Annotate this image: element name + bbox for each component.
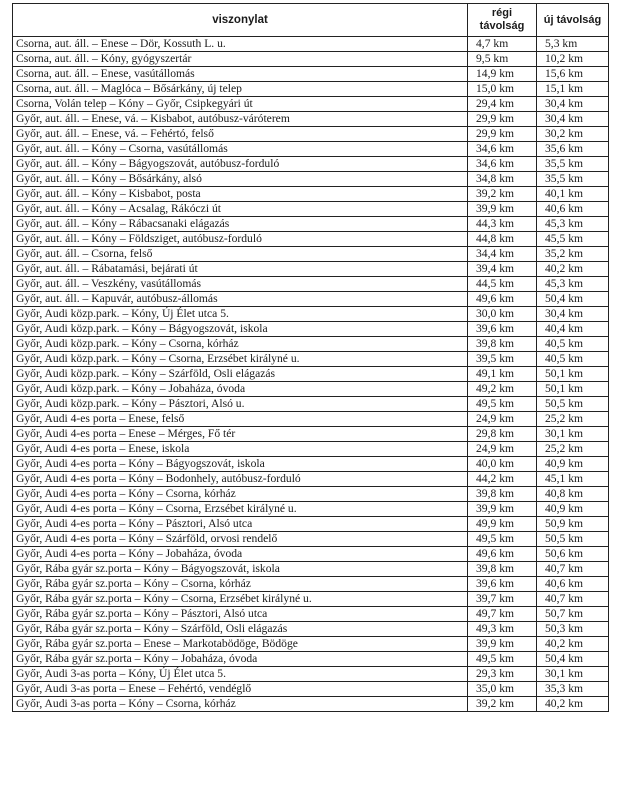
new-distance-cell: 45,3 km [537, 217, 609, 232]
table-row [13, 397, 609, 412]
new-distance-cell: 40,9 km [537, 502, 609, 517]
old-distance-cell: 39,7 km [468, 592, 537, 607]
route-cell: Győr, Audi 4-es porta – Kóny – Szárföld, orvosi rendelő [13, 532, 468, 547]
table-row [13, 472, 609, 487]
table-row [13, 217, 609, 232]
table-row [13, 307, 609, 322]
new-distance-cell: 50,7 km [537, 607, 609, 622]
new-distance-cell: 10,2 km [537, 52, 609, 67]
route-cell: Győr, Audi közp.park. – Kóny – Csorna, kórház [13, 337, 468, 352]
table-row [13, 427, 609, 442]
new-distance-cell: 50,5 km [537, 397, 609, 412]
old-distance-cell: 24,9 km [468, 442, 537, 457]
old-distance-cell: 39,6 km [468, 577, 537, 592]
old-distance-cell: 49,2 km [468, 382, 537, 397]
new-distance-cell: 35,2 km [537, 247, 609, 262]
table-row [13, 322, 609, 337]
old-distance-cell: 39,4 km [468, 262, 537, 277]
route-cell: Győr, aut. áll. – Enese, vá. – Kisbabot, autóbusz-váróterem [13, 112, 468, 127]
route-cell: Győr, Audi 4-es porta – Enese, iskola [13, 442, 468, 457]
new-distance-cell: 50,4 km [537, 652, 609, 667]
new-distance-cell: 50,1 km [537, 382, 609, 397]
new-distance-cell: 30,4 km [537, 112, 609, 127]
new-distance-cell: 35,6 km [537, 142, 609, 157]
old-distance-cell: 30,0 km [468, 307, 537, 322]
table-row [13, 697, 609, 712]
old-distance-cell: 39,8 km [468, 337, 537, 352]
route-cell: Győr, Audi 4-es porta – Kóny – Bágyogszovát, iskola [13, 457, 468, 472]
new-distance-cell: 35,5 km [537, 172, 609, 187]
table-row [13, 502, 609, 517]
table-row [13, 292, 609, 307]
old-distance-cell: 39,5 km [468, 352, 537, 367]
header-old-line2: távolság [479, 20, 525, 32]
new-distance-cell: 45,5 km [537, 232, 609, 247]
old-distance-cell: 49,5 km [468, 532, 537, 547]
old-distance-cell: 39,8 km [468, 487, 537, 502]
new-distance-cell: 45,3 km [537, 277, 609, 292]
new-distance-cell: 40,2 km [537, 637, 609, 652]
old-distance-cell: 49,5 km [468, 397, 537, 412]
new-distance-cell: 40,4 km [537, 322, 609, 337]
new-distance-cell: 50,3 km [537, 622, 609, 637]
table-row [13, 622, 609, 637]
table-row [13, 562, 609, 577]
route-cell: Győr, Audi 3-as porta – Kóny – Csorna, kórház [13, 697, 468, 712]
route-cell: Győr, Audi 4-es porta – Enese, felső [13, 412, 468, 427]
table-row [13, 487, 609, 502]
table-row [13, 412, 609, 427]
table-row [13, 247, 609, 262]
route-cell: Győr, Audi 4-es porta – Kóny – Csorna, Erzsébet királyné u. [13, 502, 468, 517]
route-cell: Győr, Rába gyár sz.porta – Kóny – Jobaháza, óvoda [13, 652, 468, 667]
header-new-distance: új távolság [537, 4, 609, 37]
route-cell: Győr, aut. áll. – Rábatamási, bejárati út [13, 262, 468, 277]
new-distance-cell: 40,6 km [537, 202, 609, 217]
new-distance-cell: 40,1 km [537, 187, 609, 202]
table-row [13, 172, 609, 187]
route-cell: Csorna, Volán telep – Kóny – Győr, Csipkegyári út [13, 97, 468, 112]
table-row [13, 127, 609, 142]
old-distance-cell: 35,0 km [468, 682, 537, 697]
route-cell: Győr, aut. áll. – Kapuvár, autóbusz-állomás [13, 292, 468, 307]
route-cell: Győr, Audi 4-es porta – Kóny – Pásztori, Alsó utca [13, 517, 468, 532]
old-distance-cell: 39,2 km [468, 697, 537, 712]
table-row [13, 337, 609, 352]
new-distance-cell: 30,4 km [537, 97, 609, 112]
new-distance-cell: 40,7 km [537, 592, 609, 607]
new-distance-cell: 50,6 km [537, 547, 609, 562]
route-cell: Győr, aut. áll. – Kóny – Rábacsanaki elágazás [13, 217, 468, 232]
table-row [13, 652, 609, 667]
table-row [13, 442, 609, 457]
route-cell: Győr, Audi 4-es porta – Enese – Mérges, Fő tér [13, 427, 468, 442]
old-distance-cell: 34,6 km [468, 157, 537, 172]
route-cell: Győr, Rába gyár sz.porta – Kóny – Bágyogszovát, iskola [13, 562, 468, 577]
new-distance-cell: 35,5 km [537, 157, 609, 172]
old-distance-cell: 49,6 km [468, 547, 537, 562]
header-old-distance [468, 4, 537, 37]
new-distance-cell: 40,8 km [537, 487, 609, 502]
old-distance-cell: 39,6 km [468, 322, 537, 337]
route-cell: Győr, aut. áll. – Csorna, felső [13, 247, 468, 262]
table-row [13, 352, 609, 367]
old-distance-cell: 9,5 km [468, 52, 537, 67]
route-cell: Győr, Audi közp.park. – Kóny – Jobaháza, óvoda [13, 382, 468, 397]
new-distance-cell: 40,5 km [537, 352, 609, 367]
route-cell: Győr, Audi közp.park. – Kóny – Csorna, Erzsébet királyné u. [13, 352, 468, 367]
route-cell: Győr, Audi közp.park. – Kóny – Bágyogszovát, iskola [13, 322, 468, 337]
route-cell: Győr, Rába gyár sz.porta – Kóny – Csorna, Erzsébet királyné u. [13, 592, 468, 607]
old-distance-cell: 49,6 km [468, 292, 537, 307]
route-cell: Győr, Audi közp.park. – Kóny – Pásztori, Alsó u. [13, 397, 468, 412]
old-distance-cell: 49,5 km [468, 652, 537, 667]
route-cell: Győr, Audi közp.park. – Kóny, Új Élet utca 5. [13, 307, 468, 322]
route-cell: Győr, aut. áll. – Kóny – Acsalag, Rákóczi út [13, 202, 468, 217]
new-distance-cell: 50,4 km [537, 292, 609, 307]
route-cell: Győr, Rába gyár sz.porta – Kóny – Szárföld, Osli elágazás [13, 622, 468, 637]
table-row [13, 232, 609, 247]
table-row [13, 187, 609, 202]
old-distance-cell: 29,8 km [468, 427, 537, 442]
route-cell: Győr, Audi 4-es porta – Kóny – Bodonhely, autóbusz-forduló [13, 472, 468, 487]
old-distance-cell: 14,9 km [468, 67, 537, 82]
old-distance-cell: 39,2 km [468, 187, 537, 202]
new-distance-cell: 50,5 km [537, 532, 609, 547]
route-cell: Győr, Rába gyár sz.porta – Enese – Markotabödöge, Bödöge [13, 637, 468, 652]
table-row [13, 262, 609, 277]
table-row [13, 37, 609, 52]
new-distance-cell: 15,6 km [537, 67, 609, 82]
table-row [13, 637, 609, 652]
old-distance-cell: 40,0 km [468, 457, 537, 472]
table-row [13, 382, 609, 397]
new-distance-cell: 30,1 km [537, 427, 609, 442]
new-distance-cell: 25,2 km [537, 442, 609, 457]
table-row [13, 577, 609, 592]
route-cell: Győr, Rába gyár sz.porta – Kóny – Pásztori, Alsó utca [13, 607, 468, 622]
route-cell: Győr, Audi közp.park. – Kóny – Szárföld, Osli elágazás [13, 367, 468, 382]
header-route: viszonylat [13, 4, 468, 37]
route-cell: Győr, aut. áll. – Kóny – Földsziget, autóbusz-forduló [13, 232, 468, 247]
table-row [13, 592, 609, 607]
table-row [13, 52, 609, 67]
table-row [13, 607, 609, 622]
table-row [13, 457, 609, 472]
new-distance-cell: 40,7 km [537, 562, 609, 577]
old-distance-cell: 49,1 km [468, 367, 537, 382]
route-cell: Csorna, aut. áll. – Enese – Dör, Kossuth L. u. [13, 37, 468, 52]
old-distance-cell: 39,9 km [468, 202, 537, 217]
table-row [13, 277, 609, 292]
old-distance-cell: 39,8 km [468, 562, 537, 577]
old-distance-cell: 49,7 km [468, 607, 537, 622]
new-distance-cell: 30,1 km [537, 667, 609, 682]
old-distance-cell: 29,9 km [468, 112, 537, 127]
table-row [13, 97, 609, 112]
route-cell: Győr, Audi 3-as porta – Kóny, Új Élet utca 5. [13, 667, 468, 682]
old-distance-cell: 39,9 km [468, 637, 537, 652]
table-row [13, 142, 609, 157]
table-row [13, 532, 609, 547]
new-distance-cell: 50,9 km [537, 517, 609, 532]
old-distance-cell: 44,3 km [468, 217, 537, 232]
route-cell: Győr, aut. áll. – Kóny – Kisbabot, posta [13, 187, 468, 202]
old-distance-cell: 34,6 km [468, 142, 537, 157]
table-row [13, 67, 609, 82]
old-distance-cell: 44,8 km [468, 232, 537, 247]
new-distance-cell: 40,2 km [537, 262, 609, 277]
route-cell: Győr, aut. áll. – Kóny – Bősárkány, alsó [13, 172, 468, 187]
new-distance-cell: 25,2 km [537, 412, 609, 427]
new-distance-cell: 30,4 km [537, 307, 609, 322]
header-old-line1: régi [491, 7, 513, 19]
route-cell: Győr, Audi 4-es porta – Kóny – Jobaháza, óvoda [13, 547, 468, 562]
new-distance-cell: 50,1 km [537, 367, 609, 382]
new-distance-cell: 5,3 km [537, 37, 609, 52]
route-cell: Győr, Audi 3-as porta – Enese – Fehértó, vendéglő [13, 682, 468, 697]
new-distance-cell: 30,2 km [537, 127, 609, 142]
new-distance-cell: 15,1 km [537, 82, 609, 97]
old-distance-cell: 39,9 km [468, 502, 537, 517]
route-cell: Győr, aut. áll. – Enese, vá. – Fehértó, felső [13, 127, 468, 142]
route-cell: Győr, aut. áll. – Kóny – Csorna, vasútállomás [13, 142, 468, 157]
table-row [13, 157, 609, 172]
old-distance-cell: 24,9 km [468, 412, 537, 427]
route-cell: Csorna, aut. áll. – Kóny, gyógyszertár [13, 52, 468, 67]
old-distance-cell: 34,4 km [468, 247, 537, 262]
old-distance-cell: 15,0 km [468, 82, 537, 97]
route-cell: Csorna, aut. áll. – Maglóca – Bősárkány, új telep [13, 82, 468, 97]
old-distance-cell: 49,9 km [468, 517, 537, 532]
table-row [13, 367, 609, 382]
new-distance-cell: 40,2 km [537, 697, 609, 712]
old-distance-cell: 29,9 km [468, 127, 537, 142]
new-distance-cell: 40,9 km [537, 457, 609, 472]
route-cell: Győr, Audi 4-es porta – Kóny – Csorna, kórház [13, 487, 468, 502]
new-distance-cell: 40,5 km [537, 337, 609, 352]
table-row [13, 82, 609, 97]
table-body [13, 37, 609, 712]
table-row [13, 517, 609, 532]
old-distance-cell: 4,7 km [468, 37, 537, 52]
new-distance-cell: 45,1 km [537, 472, 609, 487]
route-cell: Győr, Rába gyár sz.porta – Kóny – Csorna, kórház [13, 577, 468, 592]
new-distance-cell: 40,6 km [537, 577, 609, 592]
header-row [13, 4, 609, 37]
table-row [13, 682, 609, 697]
table-row [13, 667, 609, 682]
document-page [12, 3, 608, 712]
old-distance-cell: 44,5 km [468, 277, 537, 292]
new-distance-cell: 35,3 km [537, 682, 609, 697]
route-cell: Győr, aut. áll. – Kóny – Bágyogszovát, autóbusz-forduló [13, 157, 468, 172]
table-row [13, 547, 609, 562]
route-cell: Csorna, aut. áll. – Enese, vasútállomás [13, 67, 468, 82]
route-cell: Győr, aut. áll. – Veszkény, vasútállomás [13, 277, 468, 292]
old-distance-cell: 49,3 km [468, 622, 537, 637]
old-distance-cell: 29,3 km [468, 667, 537, 682]
old-distance-cell: 44,2 km [468, 472, 537, 487]
table-row [13, 112, 609, 127]
old-distance-cell: 29,4 km [468, 97, 537, 112]
table-row [13, 202, 609, 217]
distance-table [12, 3, 609, 712]
old-distance-cell: 34,8 km [468, 172, 537, 187]
table-header [13, 4, 609, 37]
